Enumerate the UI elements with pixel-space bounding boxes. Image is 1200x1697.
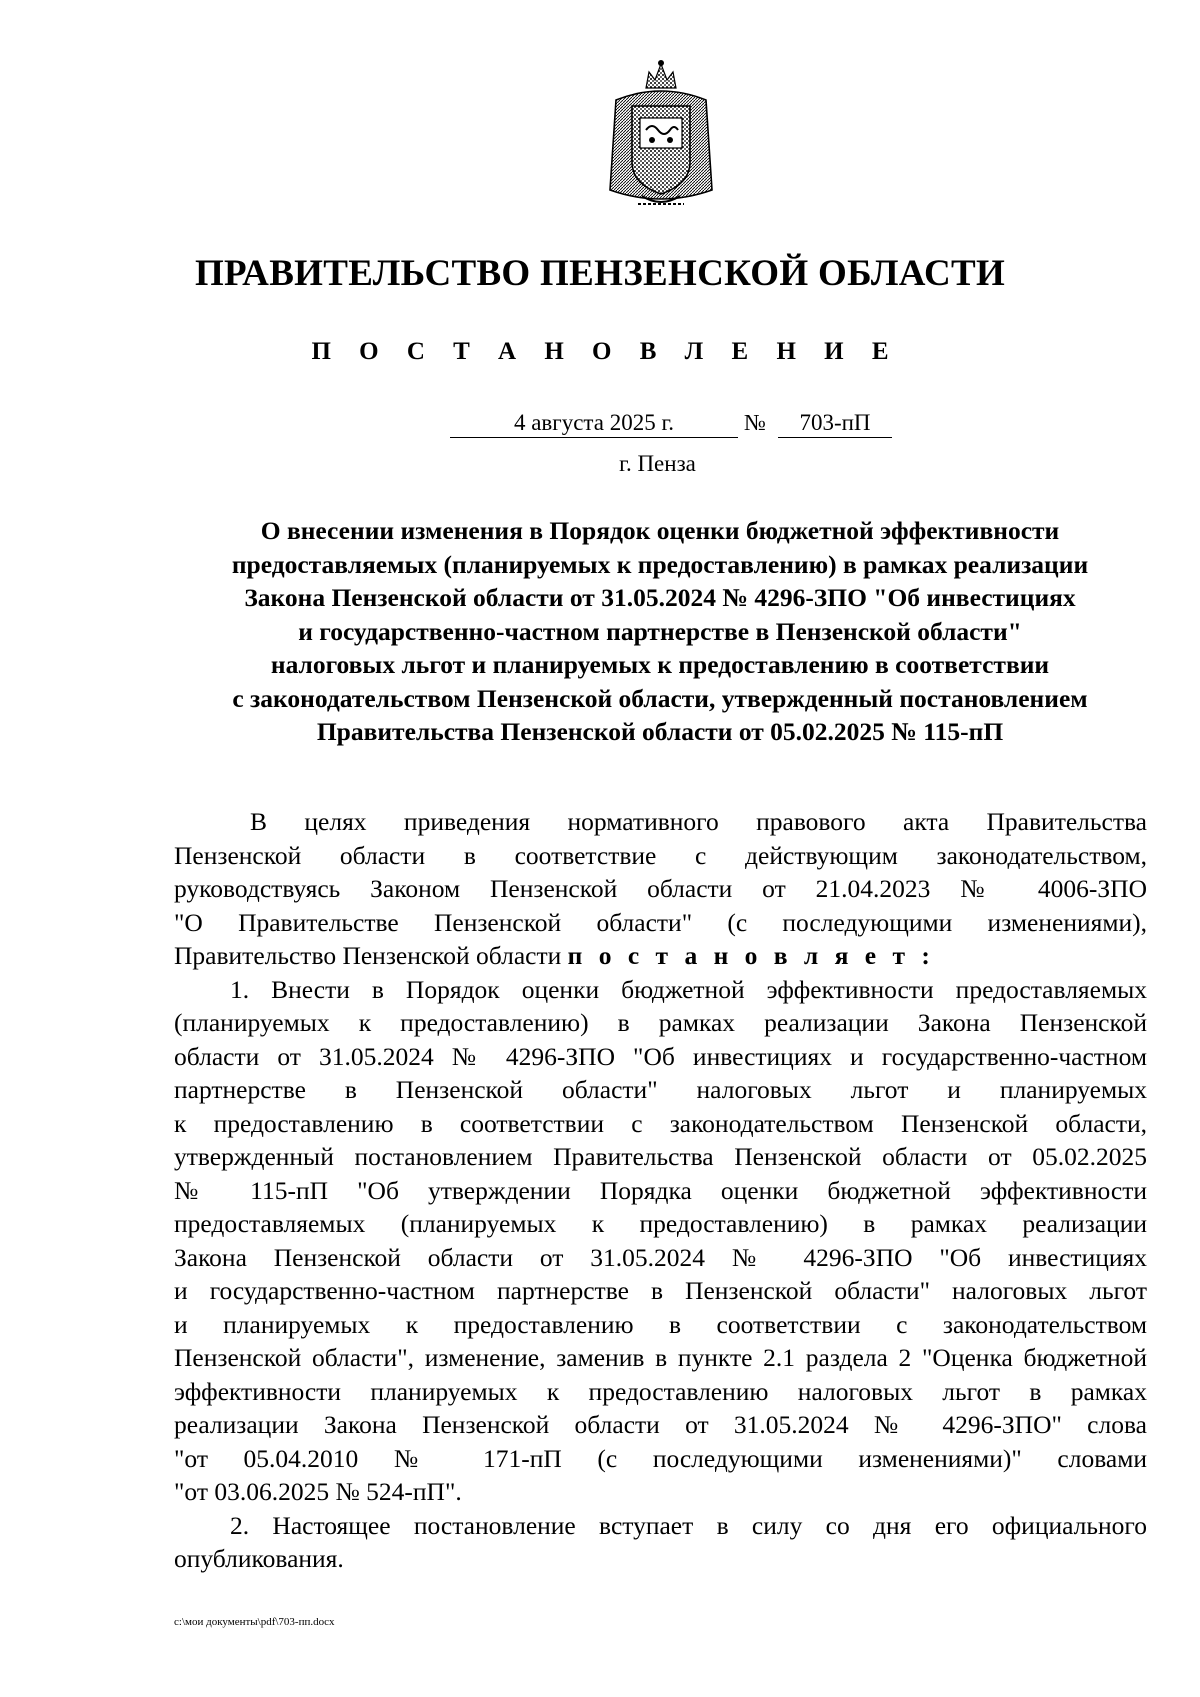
title-line: Закона Пензенской области от 31.05.2024 № 4296-ЗПО "Об инвестициях [244,583,1076,612]
file-path: c:\мои документы\pdf\703-пп.docx [174,1616,335,1628]
document-body [174,805,1147,1576]
document-date: 4 августа 2025 г. [450,410,738,438]
item1-line: утвержденный постановлением Правительства Пензенской области от 05.02.2025 [174,1142,1147,1171]
preamble-line-final [174,939,1147,973]
item1-line: "от 03.06.2025 № 524-пП". [174,1477,462,1506]
item1-line: реализации Закона Пензенской области от 31.05.2024 № 4296-ЗПО" слова [174,1410,1147,1439]
document-place: г. Пенза [619,451,696,476]
item1-line: предоставляемых (планируемых к предоставлению) в рамках реализации [174,1209,1147,1238]
preamble-line: руководствуясь Законом Пензенской области от 21.04.2023 № 4006-ЗПО [174,874,1147,903]
issuing-authority: ПРАВИТЕЛЬСТВО ПЕНЗЕНСКОЙ ОБЛАСТИ [194,253,1006,294]
item1-line: 1. Внести в Порядок оценки бюджетной эффективности предоставляемых [230,974,1147,1004]
title-line: Правительства Пензенской области от 05.02.2025 № 115-пП [316,717,1004,746]
item1-line: "от 05.04.2010 № 171-пП (с последующими изменениями)" словами [174,1443,1147,1473]
number-sign: № [744,410,766,435]
item1-line: Закона Пензенской области от 31.05.2024 № 4296-ЗПО "Об инвестициях [174,1242,1147,1272]
coat-of-arms-icon [602,58,720,212]
item1-line: и государственно-частном партнерстве в Пензенской области" налоговых льгот [174,1276,1147,1305]
preamble-line: Правительство Пензенской области [174,941,562,970]
item1-line: Пензенской области", изменение, заменив в пункте 2.1 раздела 2 "Оценка бюджетной [174,1343,1147,1372]
title-line: и государственно-частном партнерстве в Пензенской области" [298,616,1022,646]
item1-line: № 115-пП "Об утверждении Порядка оценки бюджетной эффективности [174,1175,1147,1205]
preamble-line: "О Правительстве Пензенской области" (с последующими изменениями), [174,907,1147,937]
decree-word: п о с т а н о в л я е т : [567,941,935,970]
item1-line: эффективности планируемых к предоставлению налоговых льгот в рамках [174,1376,1147,1406]
item2-line: 2. Настоящее постановление вступает в силу со дня его официального [230,1510,1147,1540]
preamble-line: Пензенской области в соответствие с действующим законодательством, [174,840,1147,870]
title-line: О внесении изменения в Порядок оценки бюджетной эффективности [260,516,1060,545]
preamble-line: В целях приведения нормативного правового акта Правительства [250,807,1147,836]
document-type: П О С Т А Н О В Л Е Н И Е [311,338,900,365]
item1-line: к предоставлению в соответствии с законодательством Пензенской области, [174,1108,1147,1138]
title-line: налоговых льгот и планируемых к предоставлению в соответствии [270,650,1050,679]
item1-line: и планируемых к предоставлению в соответствии с законодательством [174,1309,1147,1339]
item2-line: опубликования. [174,1544,344,1573]
item1-line: партнерстве в Пензенской области" налоговых льгот и планируемых [174,1075,1147,1104]
item1-line: (планируемых к предоставлению) в рамках реализации Закона Пензенской [174,1008,1147,1037]
title-line: с законодательством Пензенской области, утвержденный постановлением [232,683,1088,713]
document-title [150,514,1170,749]
title-line: предоставляемых (планируемых к предоставлению) в рамках реализации [231,549,1089,579]
document-number: 703-пП [778,410,892,438]
item1-line: области от 31.05.2024 № 4296-ЗПО "Об инвестициях и государственно-частном [174,1041,1147,1071]
